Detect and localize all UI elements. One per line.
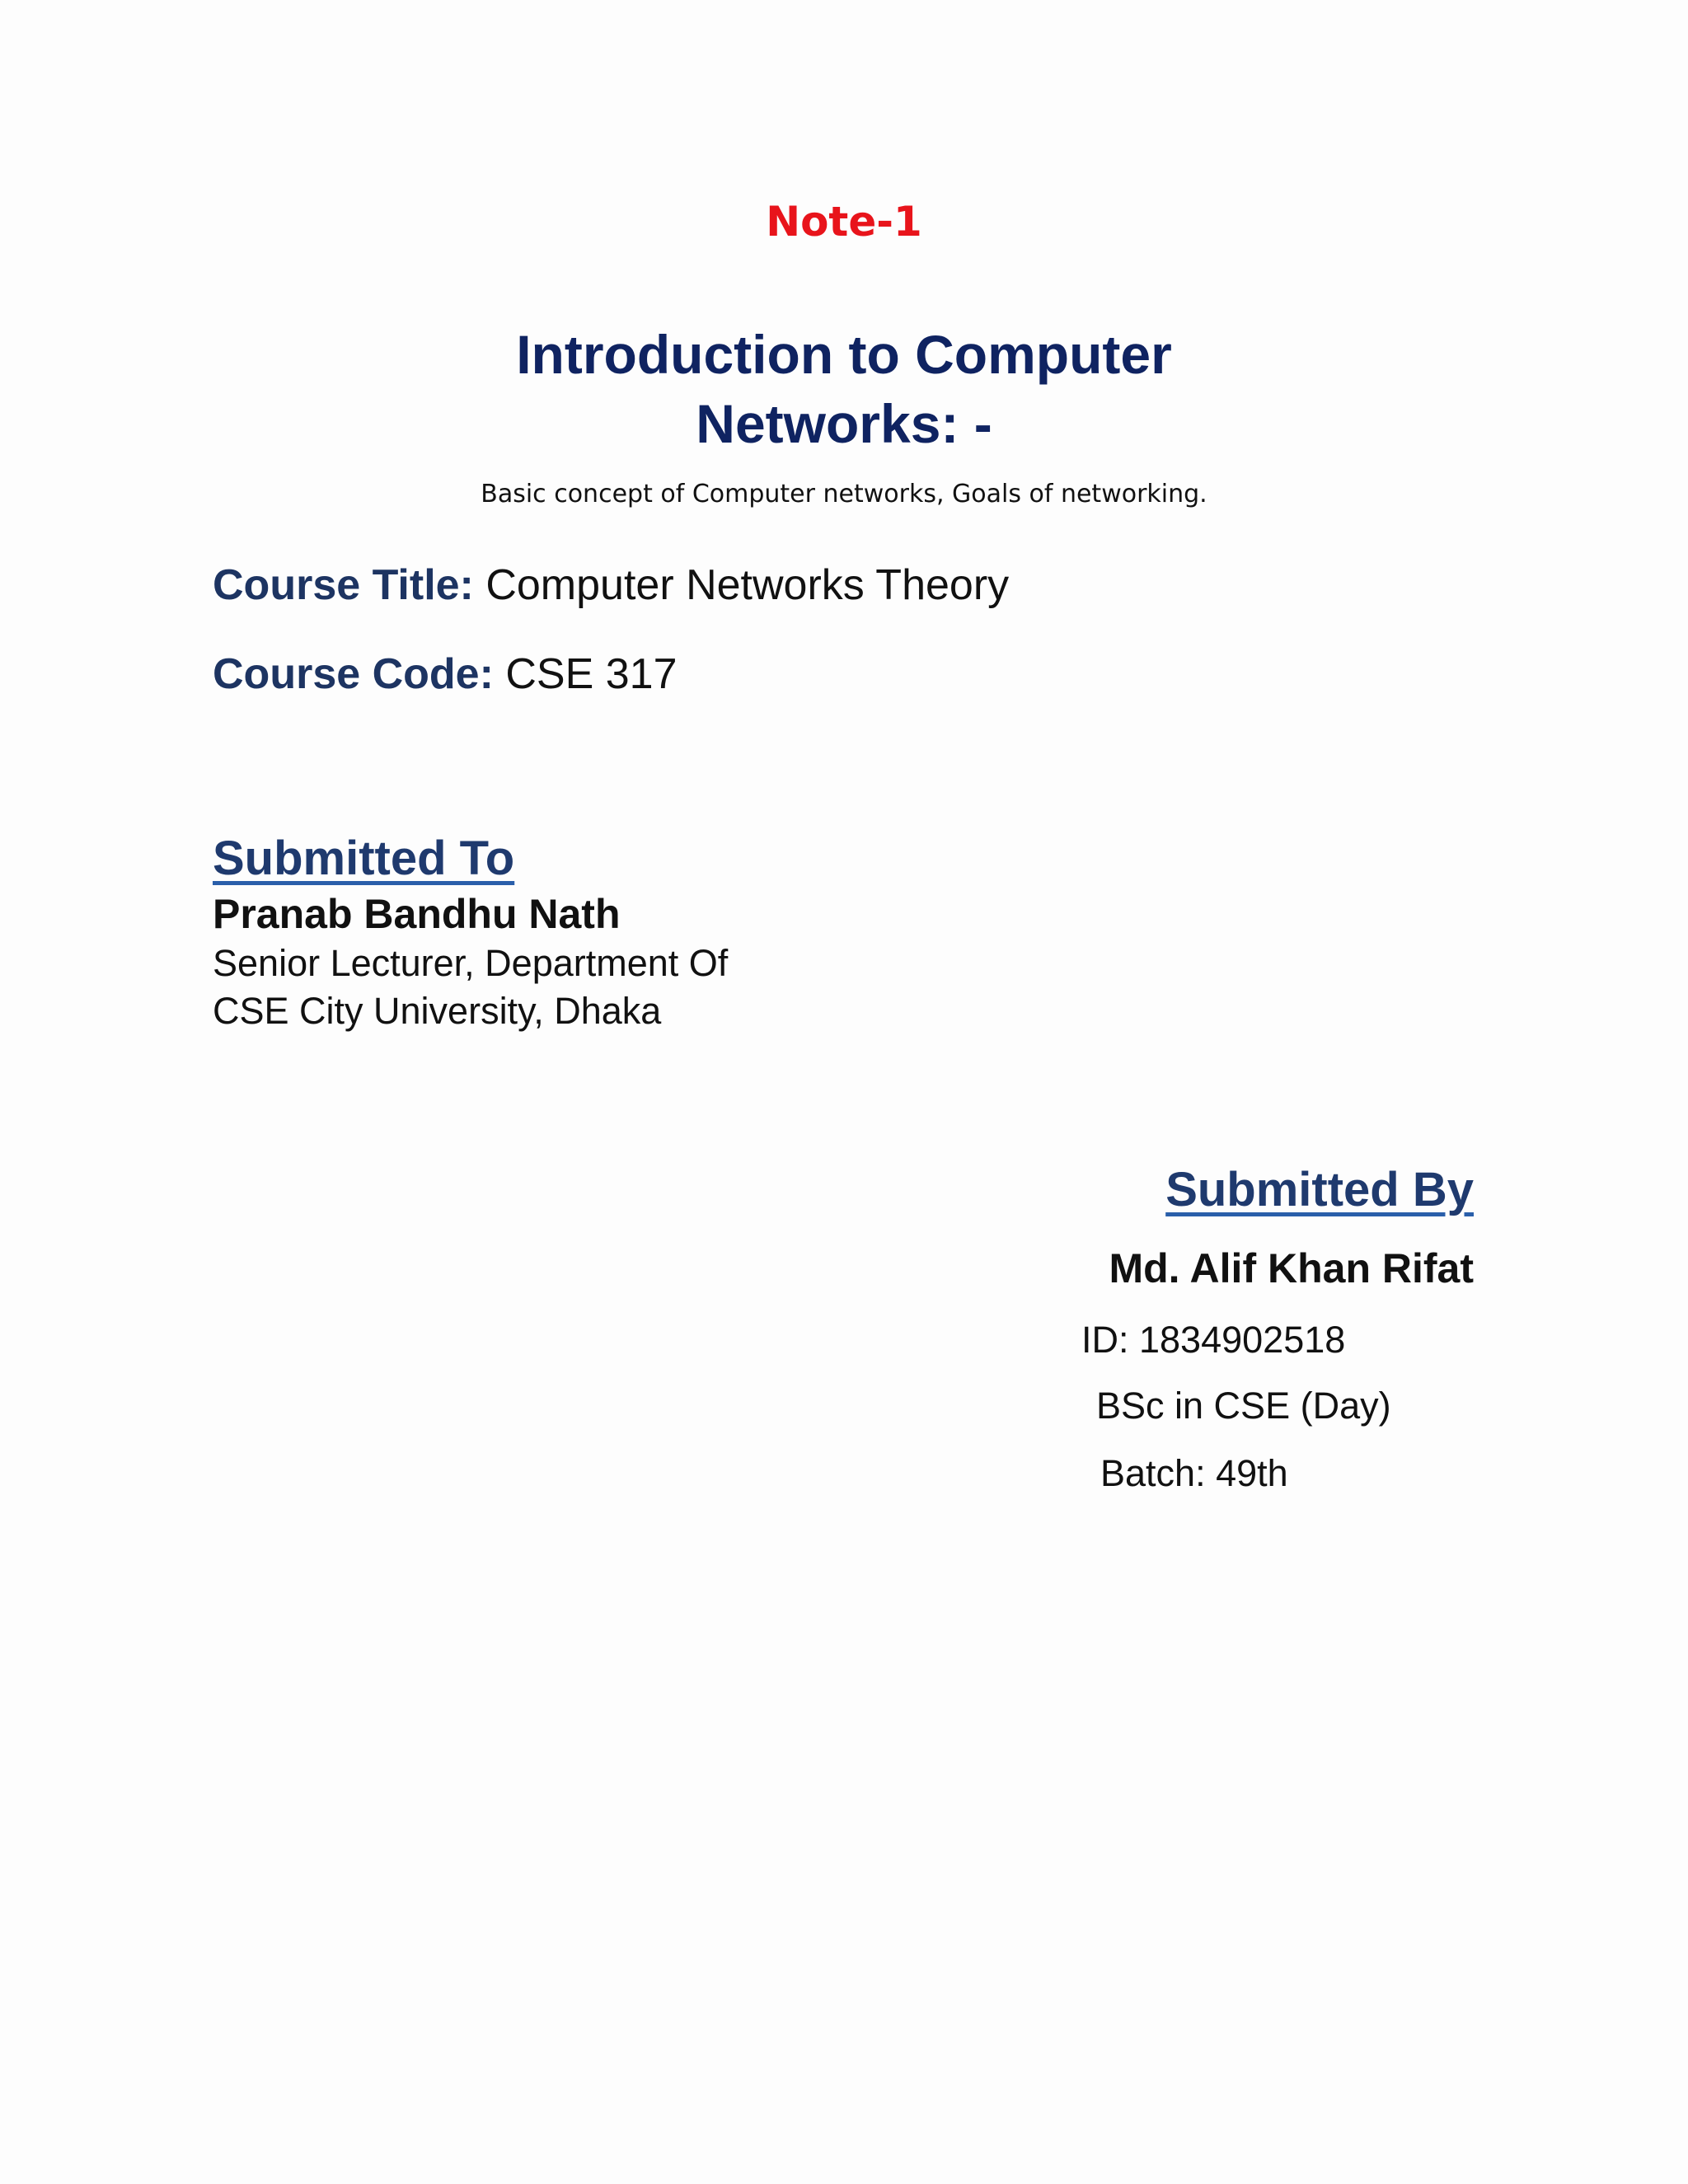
submitted-by-degree: BSc in CSE (Day) [1096,1385,1391,1427]
submitted-to-block [213,888,728,1035]
submitted-by-name: Md. Alif Khan Rifat [1109,1245,1474,1291]
title-line-1: Introduction to Computer [516,324,1172,385]
course-title-label: Course Title: [213,561,474,609]
submitted-by-id: ID: 1834902518 [1081,1319,1346,1361]
course-code-label: Course Code: [213,650,494,698]
submitted-to-line-2: CSE City University, Dhaka [213,990,662,1032]
course-title-row [213,560,1009,610]
course-title-value: Computer Networks Theory [485,561,1010,609]
document-title [0,320,1688,458]
title-line-2: Networks: - [696,393,992,454]
submitted-to-line-1: Senior Lecturer, Department Of [213,942,729,984]
submitted-by-heading: Submitted By [1165,1163,1474,1216]
submitted-to-heading: Submitted To [213,832,515,885]
course-code-value: CSE 317 [505,650,678,698]
submitted-by-batch: Batch: 49th [1100,1452,1288,1494]
course-code-row [213,649,678,699]
submitted-to-name: Pranab Bandhu Nath [213,891,621,937]
note-label: Note-1 [766,198,922,246]
document-subtitle: Basic concept of Computer networks, Goals of networking. [481,480,1207,509]
